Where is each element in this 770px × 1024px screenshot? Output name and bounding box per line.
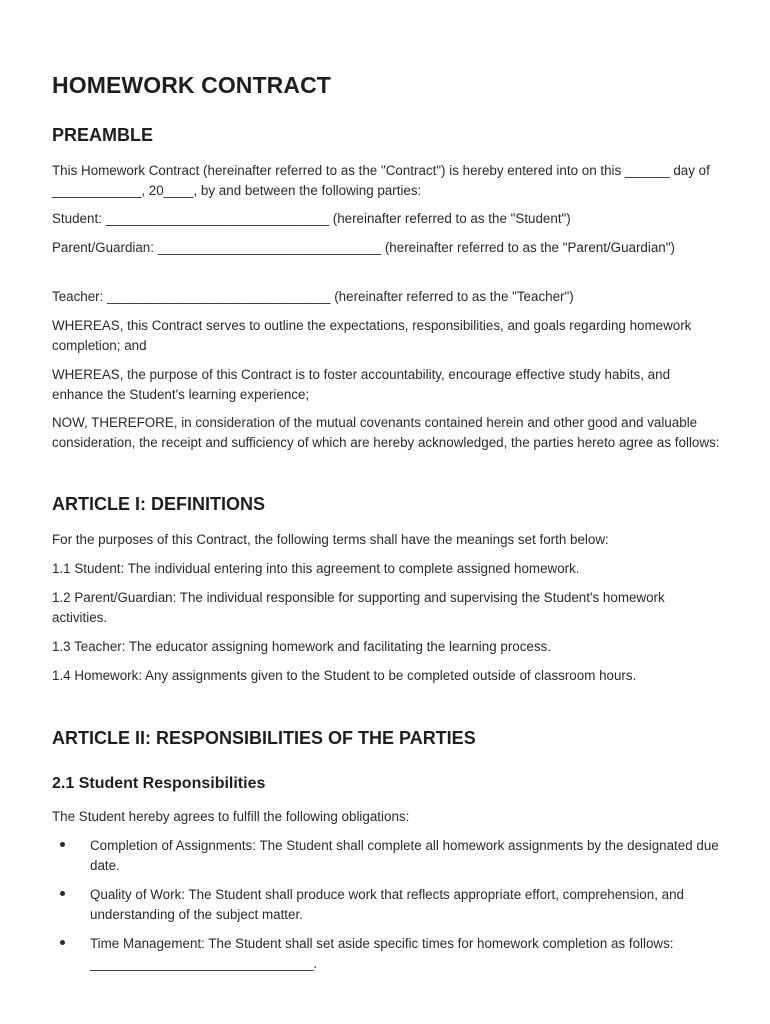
now-therefore-paragraph: NOW, THEREFORE, in consideration of the mutual covenants contained herein and other good and valuable consideration, the receipt and sufficiency of which are hereby acknowledged, the parties hereto agree as follows:	[52, 415, 720, 450]
whereas-paragraph-1: WHEREAS, this Contract serves to outline the expectations, responsibilities, and goals regarding homework completion; and	[52, 318, 692, 353]
definitions-intro: For the purposes of this Contract, the following terms shall have the meanings set forth below:	[52, 532, 609, 547]
preamble-paragraph: This Homework Contract (hereinafter referred to as the "Contract") is hereby entered into on this ______ day of ____________, 20____, by and between the following parties:	[52, 163, 710, 198]
student-responsibilities-heading: 2.1 Student Responsibilities	[52, 775, 266, 792]
definition-student: 1.1 Student: The individual entering into this agreement to complete assigned homework.	[52, 561, 580, 576]
list-item	[52, 885, 720, 924]
document-title: HOMEWORK CONTRACT	[52, 72, 331, 98]
definition-parent-guardian: 1.2 Parent/Guardian: The individual responsible for supporting and supervising the Student's homework activities.	[52, 590, 665, 625]
bullet-icon	[60, 940, 65, 945]
responsibilities-intro: The Student hereby agrees to fulfill the following obligations:	[52, 809, 410, 824]
list-item	[52, 836, 720, 875]
article-1-heading: ARTICLE I: DEFINITIONS	[52, 494, 265, 514]
definition-homework: 1.4 Homework: Any assignments given to the Student to be completed outside of classroom hours.	[52, 668, 637, 683]
bullet-icon	[60, 842, 65, 847]
whereas-paragraph-2: WHEREAS, the purpose of this Contract is to foster accountability, encourage effective study habits, and enhance the Student's learning experience;	[52, 367, 671, 402]
preamble-heading: PREAMBLE	[52, 125, 154, 145]
teacher-signature-line: Teacher: ______________________________ (hereinafter referred to as the "Teacher")	[52, 289, 574, 304]
list-item	[52, 934, 720, 973]
article-2-heading: ARTICLE II: RESPONSIBILITIES OF THE PARTIES	[52, 728, 476, 748]
student-signature-line: Student: ______________________________ (hereinafter referred to as the "Student")	[52, 211, 571, 226]
bullet-icon	[60, 891, 65, 896]
obligation-time-management: Time Management: The Student shall set aside specific times for homework completion as follows: ______________________________.	[90, 936, 674, 971]
student-obligations-list	[52, 836, 720, 983]
definition-teacher: 1.3 Teacher: The educator assigning homework and facilitating the learning process.	[52, 639, 551, 654]
obligation-quality: Quality of Work: The Student shall produce work that reflects appropriate effort, comprehension, and understanding of the subject matter.	[90, 887, 684, 922]
parent-guardian-signature-line: Parent/Guardian: ______________________________ (hereinafter referred to as the "Parent/Guardian")	[52, 240, 675, 255]
obligation-completion: Completion of Assignments: The Student shall complete all homework assignments by the designated due date.	[90, 838, 719, 873]
